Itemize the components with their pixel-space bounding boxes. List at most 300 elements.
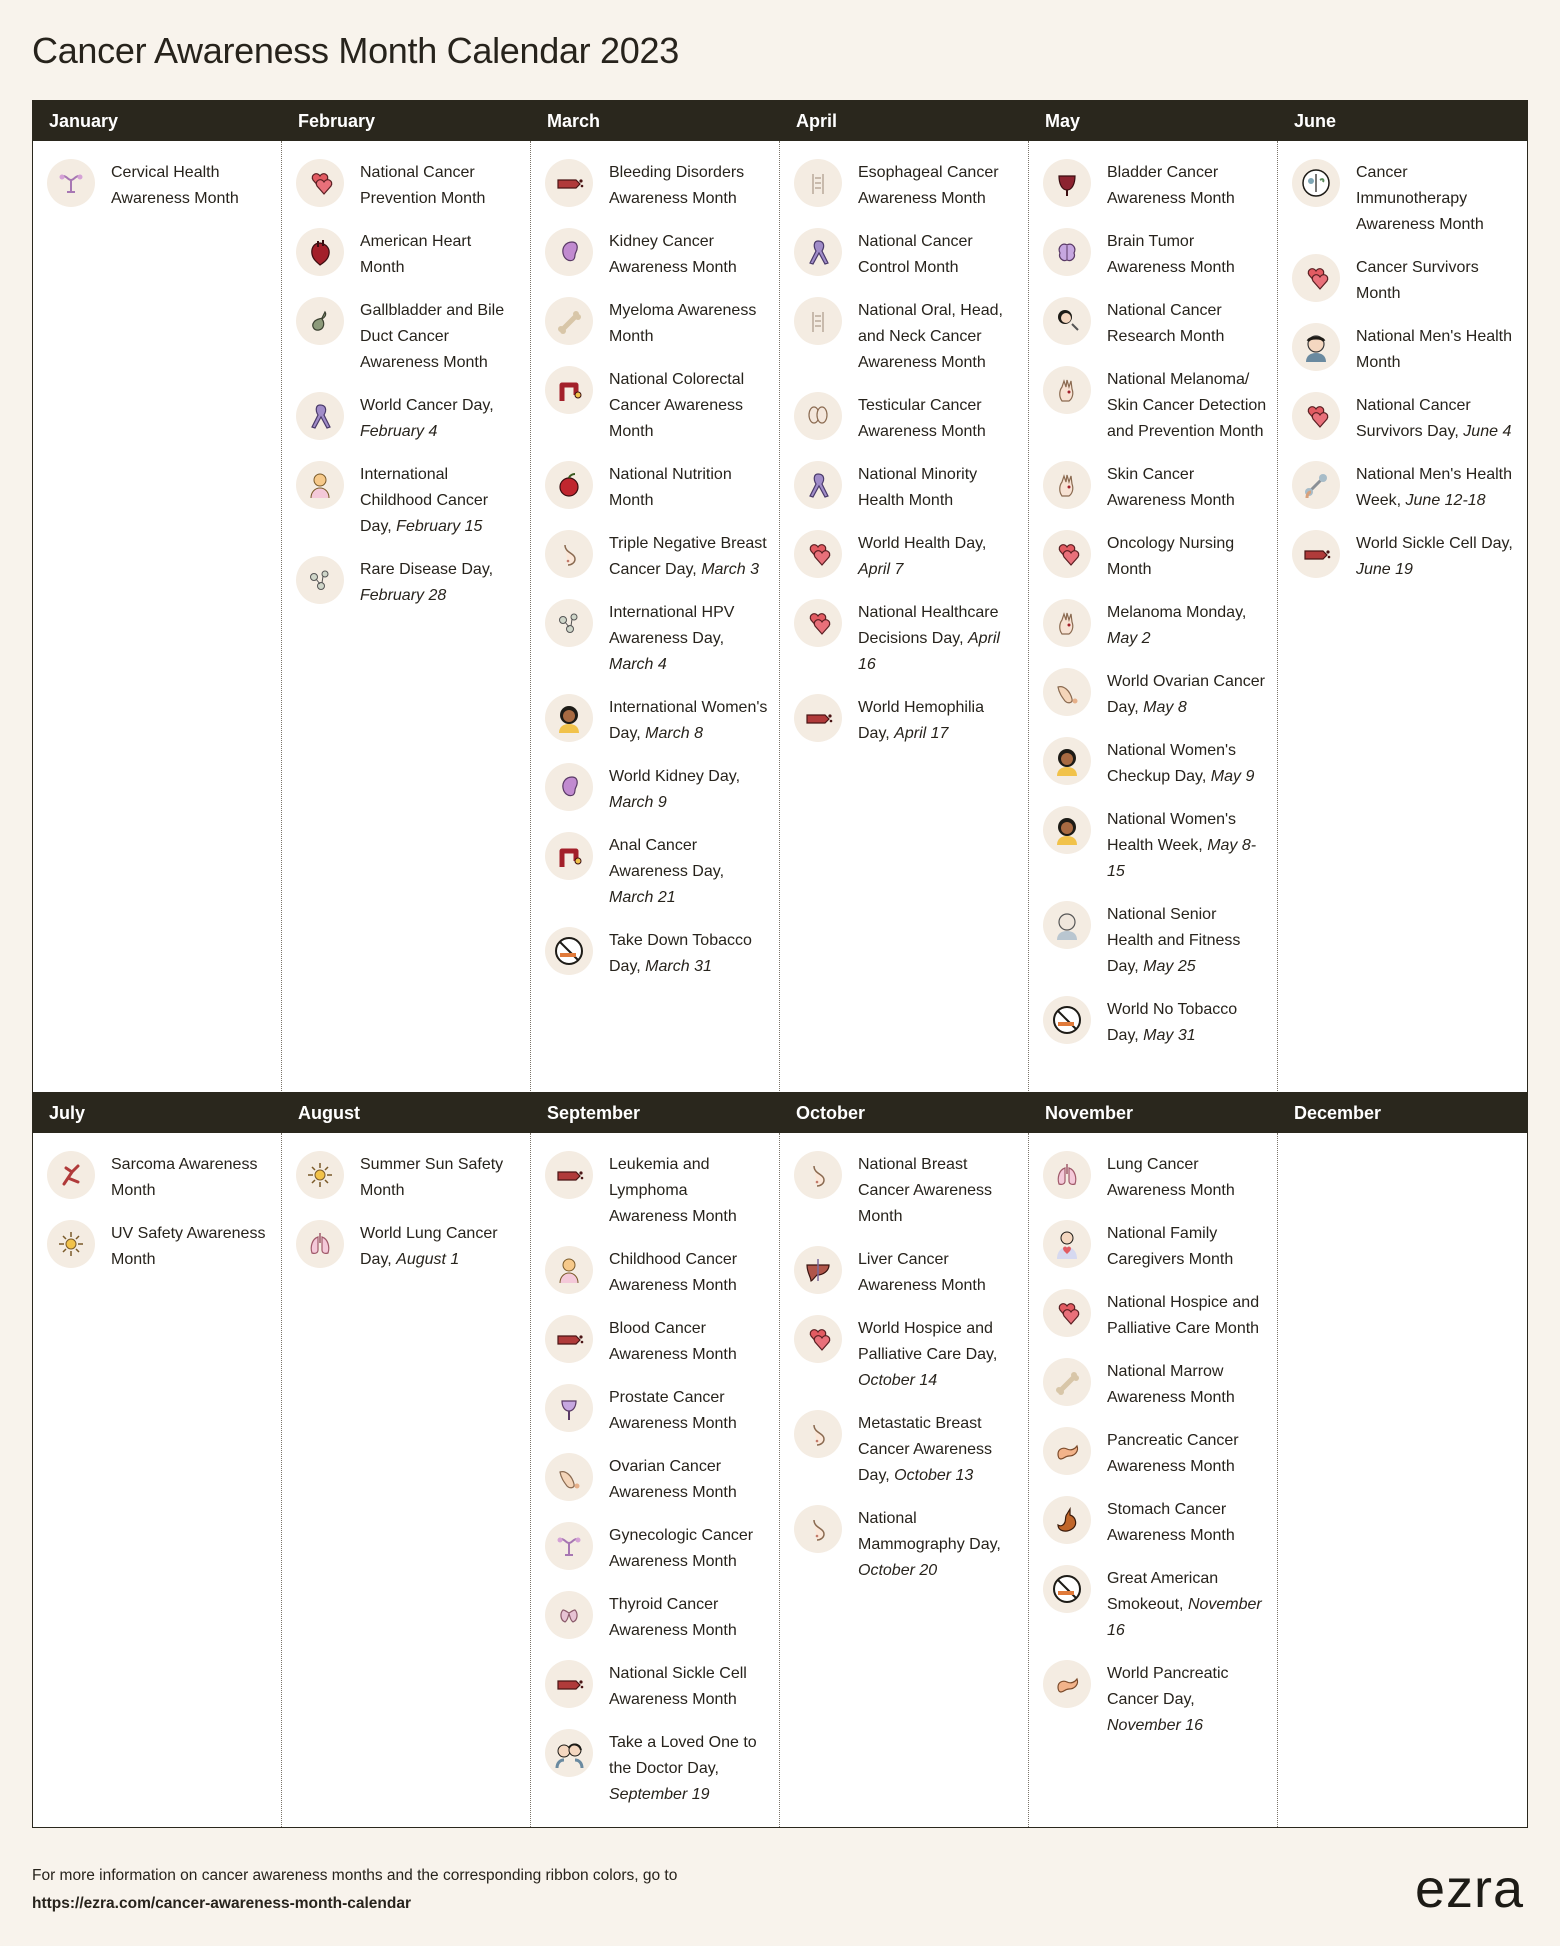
throat-icon	[794, 159, 842, 207]
event-text	[609, 599, 769, 678]
event-name: Lung Cancer Awareness Month	[1107, 1156, 1235, 1199]
event-text	[609, 1246, 769, 1299]
month-header-row	[33, 1093, 1527, 1133]
event-name: National Women's Checkup Day,	[1107, 742, 1237, 785]
event-item	[794, 1151, 1018, 1230]
month-header-december: December	[1294, 1103, 1382, 1123]
month-column-november	[1029, 1133, 1278, 1827]
event-date: April 17	[894, 725, 949, 742]
breast-icon	[794, 1151, 842, 1199]
event-item	[545, 1246, 769, 1299]
event-name: National Family Caregivers Month	[1107, 1225, 1234, 1268]
sun-icon	[296, 1151, 344, 1199]
event-item	[47, 1220, 271, 1273]
event-item	[545, 763, 769, 816]
event-name: Take a Loved One to the Doctor Day,	[609, 1734, 757, 1777]
event-item	[794, 1315, 1018, 1394]
event-name: National Women's Health Week,	[1107, 811, 1237, 854]
event-date: August 1	[396, 1251, 460, 1268]
event-name: World Cancer Day,	[360, 397, 494, 414]
event-item	[545, 1729, 769, 1808]
event-item	[794, 530, 1018, 583]
event-name: National Minority Health Month	[858, 466, 978, 509]
colon-icon	[545, 832, 593, 880]
blood-bag-icon	[545, 1315, 593, 1363]
event-name: National Marrow Awareness Month	[1107, 1363, 1235, 1406]
event-item	[545, 297, 769, 350]
event-text	[609, 1522, 769, 1575]
event-text	[360, 461, 520, 540]
blood-bag-icon	[794, 694, 842, 742]
event-name: Cervical Health Awareness Month	[111, 164, 239, 207]
woman-icon	[1043, 737, 1091, 785]
event-name: Cancer Survivors Month	[1356, 259, 1479, 302]
kidney-icon	[545, 763, 593, 811]
event-text	[1107, 668, 1267, 721]
ovary-icon	[1043, 668, 1091, 716]
event-name: Testicular Cancer Awareness Month	[858, 397, 986, 440]
event-name: National Melanoma/ Skin Cancer Detection and Prevention Month	[1107, 371, 1267, 440]
event-text	[1107, 737, 1267, 790]
hearts-icon	[794, 1315, 842, 1363]
event-date: February 4	[360, 423, 438, 440]
calendar-second-half	[32, 1092, 1528, 1828]
month-header-november: November	[1045, 1103, 1134, 1123]
event-item	[1043, 1289, 1267, 1342]
event-item	[296, 556, 520, 609]
hearts-icon	[1043, 530, 1091, 578]
event-text	[609, 1591, 769, 1644]
event-text	[1107, 1358, 1267, 1411]
breast-icon	[794, 1410, 842, 1458]
month-column-september	[531, 1133, 780, 1827]
month-column-august	[282, 1133, 531, 1827]
breast-icon	[794, 1505, 842, 1553]
event-text	[609, 530, 769, 583]
event-text	[609, 1151, 769, 1230]
event-item	[794, 159, 1018, 212]
event-date: March 21	[609, 889, 676, 906]
event-item	[545, 1151, 769, 1230]
cells-icon	[545, 599, 593, 647]
event-name: World Sickle Cell Day,	[1356, 535, 1513, 552]
event-text	[111, 1220, 271, 1273]
event-text	[858, 1246, 1018, 1299]
event-item	[296, 297, 520, 376]
pancreas-icon	[1043, 1660, 1091, 1708]
month-columns	[33, 141, 1527, 1093]
event-text	[1356, 530, 1517, 583]
event-name: Anal Cancer Awareness Day,	[609, 837, 725, 880]
gallbladder-icon	[296, 297, 344, 345]
event-text	[360, 1151, 520, 1204]
woman-icon	[545, 694, 593, 742]
event-item	[1292, 323, 1517, 376]
event-text	[1107, 1220, 1267, 1273]
event-date: April 16	[858, 630, 1000, 673]
senior-icon	[1043, 901, 1091, 949]
woman-icon	[1043, 806, 1091, 854]
event-date: March 9	[609, 794, 667, 811]
event-item	[545, 599, 769, 678]
month-column-may	[1029, 141, 1278, 1093]
event-text	[1107, 159, 1267, 212]
month-column-february	[282, 141, 531, 1093]
event-name: Triple Negative Breast Cancer Day,	[609, 535, 767, 578]
month-header-june: June	[1294, 111, 1337, 131]
event-text	[360, 159, 520, 212]
event-text	[858, 392, 1018, 445]
prostate-icon	[545, 1384, 593, 1432]
event-name: Cancer Immunotherapy Awareness Month	[1356, 164, 1484, 233]
event-date: May 25	[1143, 958, 1196, 975]
month-column-december	[1278, 1133, 1527, 1827]
event-date: February 15	[396, 518, 483, 535]
event-date: June 19	[1356, 561, 1413, 578]
hearts-icon	[1043, 1289, 1091, 1337]
event-name: National Mammography Day,	[858, 1510, 1001, 1553]
hearts-icon	[296, 159, 344, 207]
event-text	[1107, 228, 1267, 281]
event-item	[545, 530, 769, 583]
event-text	[609, 763, 769, 816]
event-item	[794, 1246, 1018, 1299]
event-text	[1107, 599, 1267, 652]
event-item	[1043, 1358, 1267, 1411]
event-item	[296, 461, 520, 540]
event-name: National Oral, Head, and Neck Cancer Awareness Month	[858, 302, 1003, 371]
event-text	[858, 461, 1018, 514]
event-item	[1043, 1660, 1267, 1739]
event-name: Leukemia and Lymphoma Awareness Month	[609, 1156, 737, 1225]
blood-bag-icon	[545, 1151, 593, 1199]
event-name: World Hospice and Palliative Care Day,	[858, 1320, 998, 1363]
event-item	[1292, 254, 1517, 307]
researcher-icon	[1043, 297, 1091, 345]
month-column-october	[780, 1133, 1029, 1827]
event-item	[1043, 1496, 1267, 1549]
hand-icon	[1043, 599, 1091, 647]
event-item	[545, 1591, 769, 1644]
hearts-icon	[1292, 254, 1340, 302]
event-text	[858, 1410, 1018, 1489]
uterus-icon	[47, 159, 95, 207]
event-item	[1043, 461, 1267, 514]
event-item	[794, 1410, 1018, 1489]
event-text	[609, 1453, 769, 1506]
event-text	[111, 1151, 271, 1204]
event-item	[545, 461, 769, 514]
event-item	[794, 461, 1018, 514]
event-item	[1043, 599, 1267, 652]
event-name: American Heart Month	[360, 233, 472, 276]
event-text	[360, 556, 520, 609]
hearts-icon	[794, 530, 842, 578]
event-item	[545, 1384, 769, 1437]
event-name: Summer Sun Safety Month	[360, 1156, 504, 1199]
kidney-icon	[545, 228, 593, 276]
event-item	[794, 694, 1018, 747]
blood-bag-icon	[545, 159, 593, 207]
event-text	[858, 297, 1018, 376]
event-name: National Cancer Control Month	[858, 233, 973, 276]
event-name: International HPV Awareness Day,	[609, 604, 735, 647]
event-item	[1043, 668, 1267, 721]
event-name: World No Tobacco Day,	[1107, 1001, 1238, 1044]
event-name: Kidney Cancer Awareness Month	[609, 233, 737, 276]
caregiver-icon	[1043, 1220, 1091, 1268]
event-text	[858, 694, 1018, 747]
child-icon	[296, 461, 344, 509]
event-date: March 8	[645, 725, 703, 742]
event-item	[545, 927, 769, 980]
event-item	[1292, 159, 1517, 238]
event-item	[545, 1315, 769, 1368]
bladder-icon	[1043, 159, 1091, 207]
event-text	[1356, 254, 1517, 307]
event-name: International Childhood Cancer Day,	[360, 466, 489, 535]
blood-bag-icon	[545, 1660, 593, 1708]
event-text	[1107, 297, 1267, 350]
ezra-logo: ezra	[1414, 1859, 1524, 1919]
muscle-icon	[47, 1151, 95, 1199]
event-item	[794, 1505, 1018, 1584]
event-date: November 16	[1107, 1717, 1204, 1734]
event-item	[1043, 901, 1267, 980]
immune-cell-icon	[1292, 159, 1340, 207]
event-item	[1043, 228, 1267, 281]
month-header-october: October	[796, 1103, 866, 1123]
cells-icon	[296, 556, 344, 604]
bone-icon	[1043, 1358, 1091, 1406]
hearts-icon	[1292, 392, 1340, 440]
event-text	[1107, 1151, 1267, 1204]
event-date: May 2	[1107, 630, 1151, 647]
event-name: Great American Smokeout,	[1107, 1570, 1219, 1613]
event-text	[609, 927, 769, 980]
month-header-september: September	[547, 1103, 641, 1123]
event-text	[1356, 323, 1517, 376]
month-column-july	[33, 1133, 282, 1827]
event-item	[47, 159, 271, 212]
event-name: Metastatic Breast Cancer Awareness Day,	[858, 1415, 992, 1484]
event-text	[609, 228, 769, 281]
no-smoking-icon	[1043, 1565, 1091, 1613]
event-date: October 20	[858, 1562, 938, 1579]
month-header-march: March	[547, 111, 601, 131]
event-text	[858, 228, 1018, 281]
month-header-may: May	[1045, 111, 1081, 131]
footer	[32, 1862, 677, 1918]
event-text	[1107, 1496, 1267, 1549]
event-name: National Breast Cancer Awareness Month	[858, 1156, 992, 1225]
event-name: National Hospice and Palliative Care Month	[1107, 1294, 1260, 1337]
event-name: Blood Cancer Awareness Month	[609, 1320, 737, 1363]
event-date: June 12-18	[1405, 492, 1486, 509]
man-icon	[1292, 323, 1340, 371]
event-name: World Lung Cancer Day,	[360, 1225, 498, 1268]
no-smoking-icon	[1043, 996, 1091, 1044]
event-name: National Cancer Survivors Day,	[1356, 397, 1471, 440]
brain-icon	[1043, 228, 1091, 276]
event-item	[545, 1522, 769, 1575]
footer-info-text: For more information on cancer awareness months and the corresponding ribbon colors, go to	[32, 1867, 678, 1884]
event-date: May 8-15	[1107, 837, 1257, 880]
month-column-january	[33, 141, 282, 1093]
event-name: National Sickle Cell Awareness Month	[609, 1665, 747, 1708]
ovary-icon	[545, 1453, 593, 1501]
event-name: UV Safety Awareness Month	[111, 1225, 266, 1268]
event-date: March 4	[609, 656, 667, 673]
event-item	[545, 1660, 769, 1713]
event-date: September 19	[609, 1786, 710, 1803]
event-name: National Healthcare Decisions Day,	[858, 604, 999, 647]
event-text	[1107, 530, 1267, 583]
event-name: Liver Cancer Awareness Month	[858, 1251, 986, 1294]
hand-icon	[1043, 366, 1091, 414]
event-name: Take Down Tobacco Day,	[609, 932, 752, 975]
heart-organ-icon	[296, 228, 344, 276]
event-name: Rare Disease Day,	[360, 561, 494, 578]
event-item	[1043, 1565, 1267, 1644]
event-item	[794, 599, 1018, 678]
event-name: World Pancreatic Cancer Day,	[1107, 1665, 1229, 1708]
event-text	[360, 228, 520, 281]
event-text	[360, 392, 520, 445]
event-name: Brain Tumor Awareness Month	[1107, 233, 1235, 276]
event-name: Gallbladder and Bile Duct Cancer Awareness Month	[360, 302, 505, 371]
event-name: Melanoma Monday,	[1107, 604, 1247, 621]
event-item	[1292, 530, 1517, 583]
event-text	[1107, 1660, 1267, 1739]
month-header-january: January	[49, 111, 119, 131]
month-columns	[33, 1133, 1527, 1827]
page-title: Cancer Awareness Month Calendar 2023	[32, 30, 679, 71]
testicle-icon	[794, 392, 842, 440]
event-text	[609, 297, 769, 350]
event-name: Bladder Cancer Awareness Month	[1107, 164, 1235, 207]
liver-icon	[794, 1246, 842, 1294]
event-item	[794, 297, 1018, 376]
event-item	[545, 159, 769, 212]
event-date: April 7	[858, 561, 904, 578]
event-name: National Colorectal Cancer Awareness Month	[609, 371, 745, 440]
sun-icon	[47, 1220, 95, 1268]
event-name: World Health Day,	[858, 535, 987, 552]
event-text	[609, 1315, 769, 1368]
stomach-icon	[1043, 1496, 1091, 1544]
bone-icon	[545, 297, 593, 345]
event-text	[609, 694, 769, 747]
event-text	[858, 1315, 1018, 1394]
month-header-july: July	[49, 1103, 86, 1123]
lungs-icon	[1043, 1151, 1091, 1199]
event-name: National Men's Health Month	[1356, 328, 1513, 371]
event-text	[609, 832, 769, 911]
hand-icon	[1043, 461, 1091, 509]
event-item	[47, 1151, 271, 1204]
lungs-icon	[296, 1220, 344, 1268]
event-text	[360, 297, 520, 376]
event-text	[609, 366, 769, 445]
hearts-icon	[794, 599, 842, 647]
event-date: May 9	[1210, 768, 1255, 785]
event-text	[1356, 159, 1517, 238]
event-name: World Hemophilia Day,	[858, 699, 984, 742]
event-text	[1356, 461, 1517, 514]
event-item	[296, 1220, 520, 1273]
event-name: Stomach Cancer Awareness Month	[1107, 1501, 1235, 1544]
event-text	[609, 159, 769, 212]
event-name: Prostate Cancer Awareness Month	[609, 1389, 737, 1432]
ribbon-icon	[794, 461, 842, 509]
event-text	[858, 1505, 1018, 1584]
event-item	[1292, 461, 1517, 514]
dumbbell-icon	[1292, 461, 1340, 509]
event-item	[1043, 1220, 1267, 1273]
blood-bag-icon	[1292, 530, 1340, 578]
event-name: Oncology Nursing Month	[1107, 535, 1235, 578]
event-text	[1107, 461, 1267, 514]
event-name: National Men's Health Week,	[1356, 466, 1513, 509]
event-name: Pancreatic Cancer Awareness Month	[1107, 1432, 1239, 1475]
event-item	[794, 228, 1018, 281]
event-item	[794, 392, 1018, 445]
event-item	[1043, 297, 1267, 350]
event-item	[545, 1453, 769, 1506]
event-text	[1107, 1289, 1267, 1342]
colon-icon	[545, 366, 593, 414]
event-item	[1043, 159, 1267, 212]
uterus-icon	[545, 1522, 593, 1570]
event-name: Thyroid Cancer Awareness Month	[609, 1596, 737, 1639]
event-text	[360, 1220, 520, 1273]
footer-link[interactable]: https://ezra.com/cancer-awareness-month-calendar	[32, 1895, 412, 1912]
no-smoking-icon	[545, 927, 593, 975]
event-item	[545, 228, 769, 281]
event-item	[1043, 530, 1267, 583]
month-column-june	[1278, 141, 1527, 1093]
event-name: Gynecologic Cancer Awareness Month	[609, 1527, 754, 1570]
breast-icon	[545, 530, 593, 578]
month-header-row	[33, 101, 1527, 141]
event-date: October 14	[858, 1372, 938, 1389]
event-name: Skin Cancer Awareness Month	[1107, 466, 1235, 509]
event-date: May 31	[1143, 1027, 1196, 1044]
event-date: March 3	[701, 561, 759, 578]
event-item	[545, 694, 769, 747]
event-name: Bleeding Disorders Awareness Month	[609, 164, 745, 207]
event-text	[609, 461, 769, 514]
thyroid-icon	[545, 1591, 593, 1639]
event-item	[545, 832, 769, 911]
couple-icon	[545, 1729, 593, 1777]
event-item	[1043, 1151, 1267, 1204]
event-item	[296, 1151, 520, 1204]
event-text	[111, 159, 271, 212]
event-text	[858, 159, 1018, 212]
event-item	[1043, 1427, 1267, 1480]
month-column-april	[780, 141, 1029, 1093]
ribbon-icon	[296, 392, 344, 440]
event-item	[296, 392, 520, 445]
event-date: May 8	[1143, 699, 1187, 716]
event-text	[858, 530, 1018, 583]
event-name: National Cancer Prevention Month	[360, 164, 486, 207]
calendar-first-half	[32, 100, 1528, 1094]
event-text	[858, 599, 1018, 678]
event-text	[609, 1729, 769, 1808]
